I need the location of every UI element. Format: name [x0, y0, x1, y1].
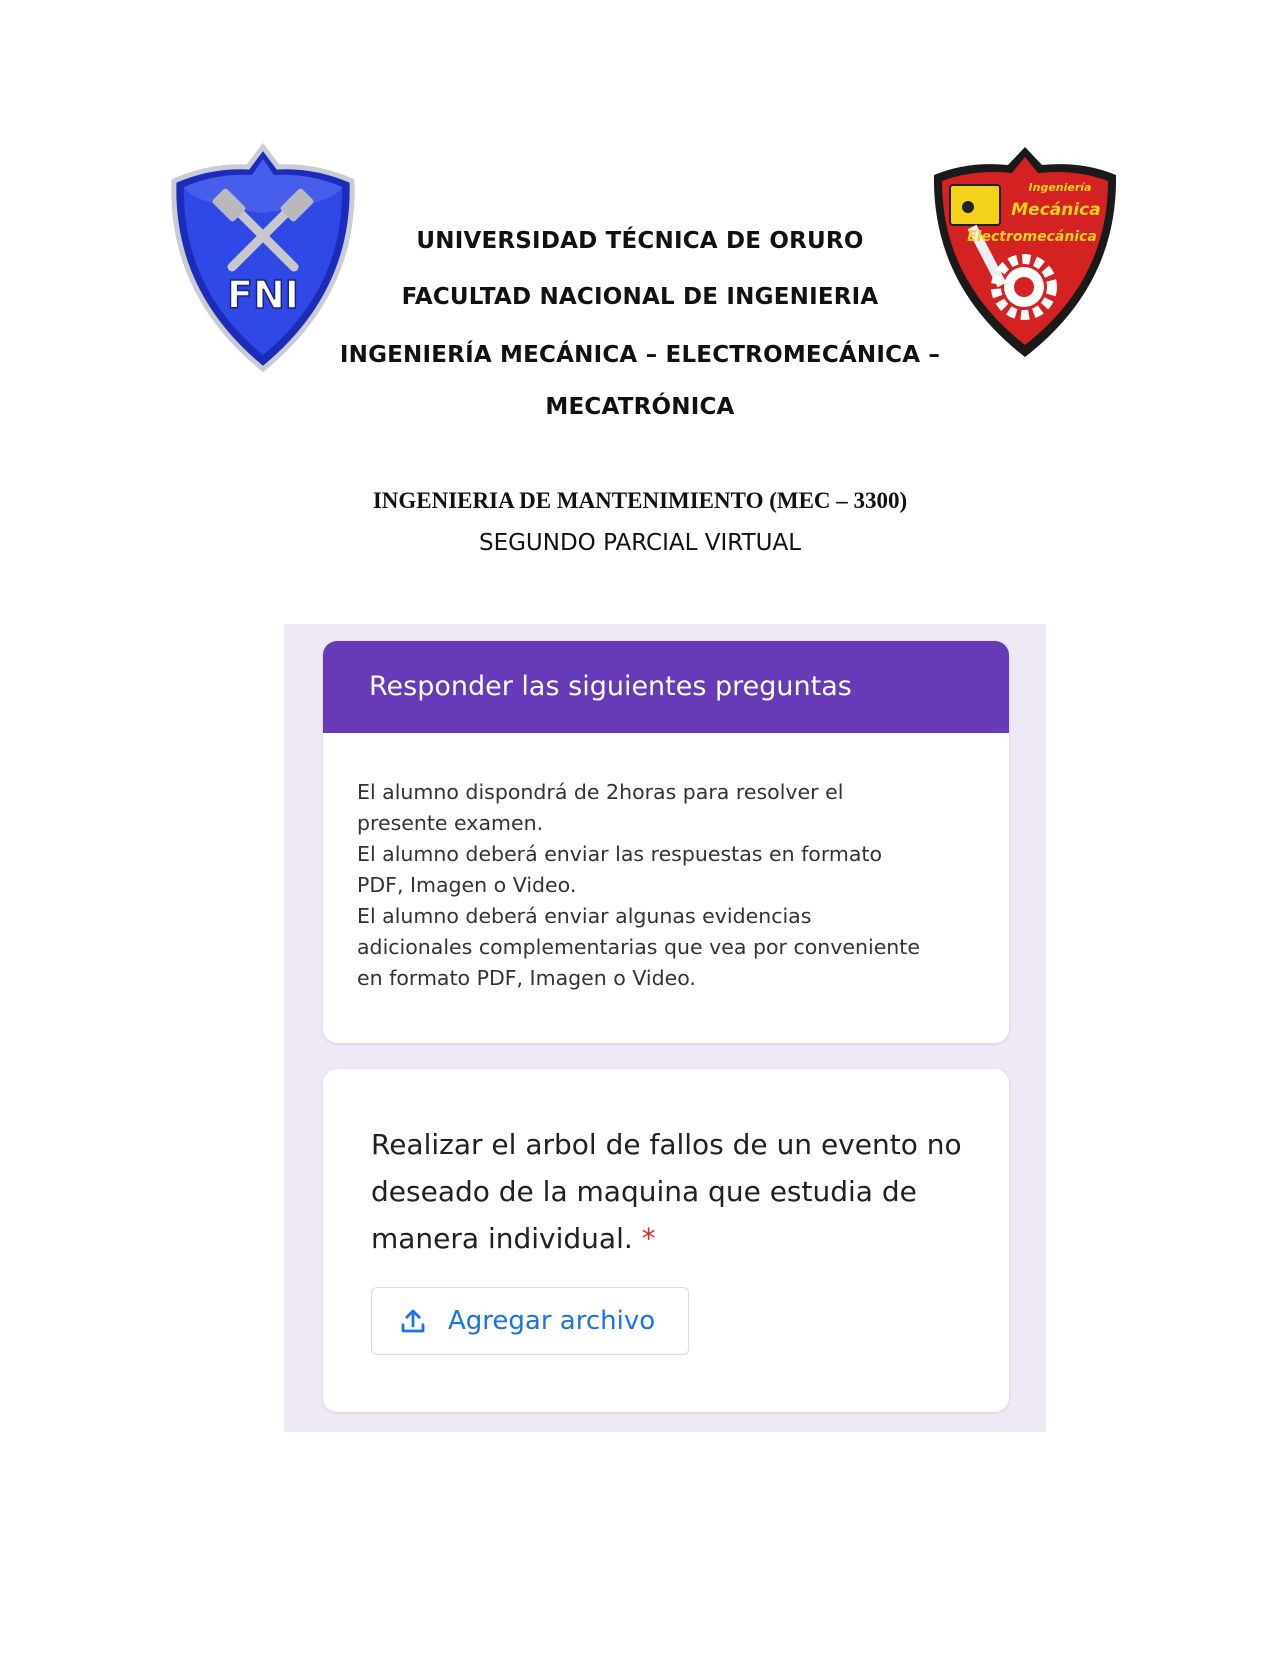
add-file-button[interactable] [371, 1287, 689, 1355]
section-title: Responder las siguientes preguntas [323, 641, 1009, 733]
question-line-text: manera individual. [371, 1222, 633, 1255]
description-line: El alumno dispondrá de 2horas para resolver el [357, 780, 844, 804]
logo-text-electromecanica: Electromecánica [967, 229, 1097, 245]
logo-text-ingenieria: Ingeniería [1028, 181, 1092, 194]
faculty-name: FACULTAD NACIONAL DE INGENIERIA [401, 284, 879, 310]
question-text [371, 1121, 962, 1262]
description-line: El alumno deberá enviar algunas evidencias [357, 904, 812, 928]
question-line: deseado de la maquina que estudia de [371, 1175, 917, 1208]
description-line: El alumno deberá enviar las respuestas en formato [357, 842, 883, 866]
careers-line-2: MECATRÓNICA [545, 394, 735, 420]
section-description [323, 733, 1009, 994]
required-asterisk: * [641, 1222, 656, 1255]
question-line: Realizar el arbol de fallos de un evento no [371, 1128, 962, 1161]
exam-title: SEGUNDO PARCIAL VIRTUAL [478, 530, 802, 556]
description-line: en formato PDF, Imagen o Video. [357, 966, 696, 990]
add-file-label: Agregar archivo [448, 1306, 656, 1336]
description-line: presente examen. [357, 811, 544, 835]
course-title: INGENIERIA DE MANTENIMIENTO (MEC – 3300) [372, 488, 908, 513]
question-card [323, 1069, 1009, 1412]
description-line: adicionales complementarias que vea por conveniente [357, 935, 920, 959]
careers-line-1: INGENIERÍA MECÁNICA – ELECTROMECÁNICA – [339, 342, 941, 368]
fni-logo-text: FNI [227, 273, 299, 317]
form-section-card [323, 641, 1009, 1043]
upload-icon [398, 1306, 428, 1336]
logo-text-mecanica: Mecánica [1011, 200, 1101, 220]
fni-shield-logo [170, 143, 356, 373]
question-line [371, 1215, 962, 1262]
description-line: PDF, Imagen o Video. [357, 873, 577, 897]
university-name: UNIVERSIDAD TÉCNICA DE ORURO [416, 228, 864, 254]
